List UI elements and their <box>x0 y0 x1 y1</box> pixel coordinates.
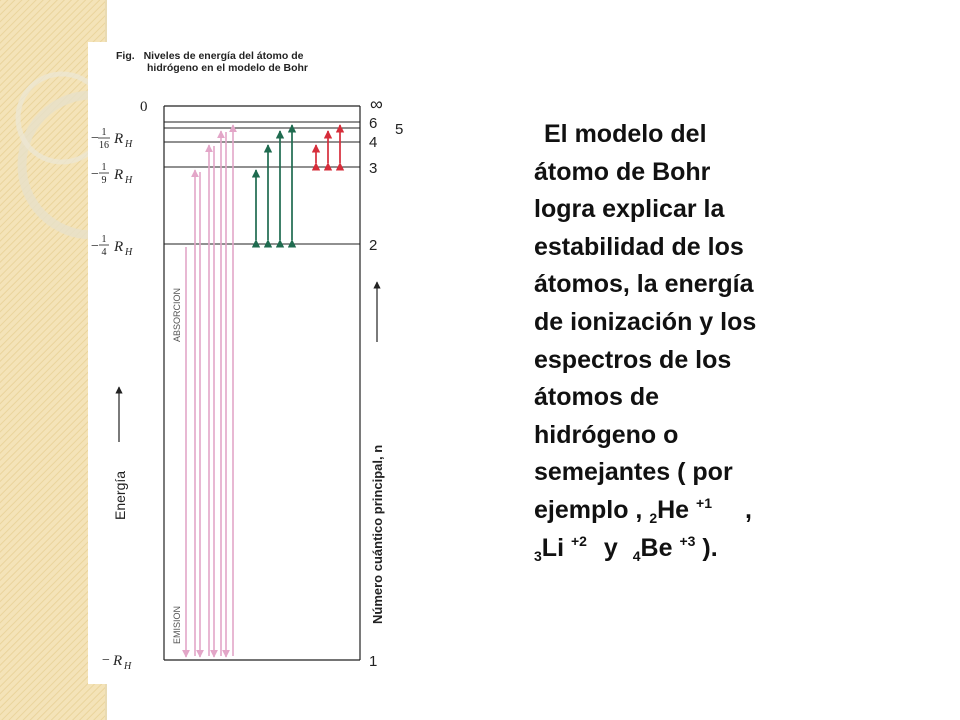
para-line-7: espectros de los <box>534 345 732 374</box>
n-label-infinity: ∞ <box>370 94 383 114</box>
figure-title-line2: hidrógeno en el modelo de Bohr <box>147 62 309 74</box>
energy-tick-1-4 <box>91 234 133 258</box>
bohr-model-paragraph <box>534 116 836 567</box>
para-line-1: El modelo del <box>544 120 707 148</box>
he-symbol: He <box>657 495 690 524</box>
tick-1-4-sub: H <box>125 247 133 258</box>
emission-label: EMISION <box>172 605 182 644</box>
svg-text:−: − <box>91 239 99 254</box>
energy-tick-1 <box>102 653 132 672</box>
tick-1-4-den: 4 <box>101 247 107 258</box>
he-superscript: +1 <box>696 494 713 511</box>
energy-tick-zero: 0 <box>140 99 148 115</box>
n-label-3: 3 <box>369 160 378 177</box>
tick-1-4-symbol: R <box>114 239 124 255</box>
para-line-4: estabilidad de los <box>534 232 744 261</box>
tick-1-16-num: 1 <box>101 127 107 138</box>
tick-1-9-den: 9 <box>101 175 107 186</box>
brackett-arrows <box>316 125 340 163</box>
tick-1-sub: H <box>124 661 132 672</box>
tick-1-9-num: 1 <box>101 162 107 173</box>
n-label-1: 1 <box>369 653 378 670</box>
para-line-3: logra explicar la <box>534 195 725 224</box>
energy-tick-1-9 <box>91 162 133 186</box>
he-subscript: 2 <box>649 509 658 526</box>
para-line-10: semejantes ( por <box>534 458 733 487</box>
energy-axis-label: Energía <box>112 470 128 520</box>
tick-1-16-den: 16 <box>99 140 109 151</box>
energy-tick-1-16 <box>91 127 133 151</box>
n-label-4: 4 <box>369 134 378 151</box>
tick-1-9-sub: H <box>125 175 133 186</box>
li-superscript: +2 <box>570 532 587 549</box>
be-subscript: 4 <box>632 547 641 564</box>
principal-axis-label: Número cuántico principal, n <box>370 444 385 624</box>
absorption-label: ABSORCION <box>172 287 182 342</box>
tick-1-16-sub: H <box>125 139 133 150</box>
li-subscript: 3 <box>534 547 542 564</box>
para-line-12: $_3$Li $^{+2}$ y $_4$Be $^{+3}$ ). <box>534 532 718 564</box>
n-label-2: 2 <box>369 237 378 254</box>
para-line-6: de ionización y los <box>534 307 757 336</box>
para-line-5: átomos, la energía <box>534 270 754 299</box>
li-symbol: Li <box>541 533 565 562</box>
emission-arrows <box>186 132 226 657</box>
para-line-8: átomos de <box>534 383 660 412</box>
svg-text:−: − <box>91 167 99 182</box>
tick-1-symbol: R <box>113 653 123 669</box>
figure-label: Fig. <box>116 50 135 62</box>
svg-text:−: − <box>91 131 99 146</box>
para-line-9: hidrógeno o <box>534 420 679 449</box>
svg-text:−: − <box>102 653 110 668</box>
para-line-11: ejemplo , $_2$He $^{+1}$ , <box>534 494 752 526</box>
be-symbol: Be <box>640 533 673 562</box>
tick-1-16-symbol: R <box>114 131 124 147</box>
n-label-6: 6 <box>369 115 378 132</box>
tick-1-4-num: 1 <box>101 234 107 245</box>
para-line-2: átomo de Bohr <box>534 157 711 186</box>
figure-title-line1: Niveles de energía del átomo de <box>143 50 304 62</box>
tick-1-9-symbol: R <box>114 167 124 183</box>
be-superscript: +3 <box>679 532 696 549</box>
bohr-energy-diagram <box>88 42 404 684</box>
n-label-5: 5 <box>395 121 404 138</box>
